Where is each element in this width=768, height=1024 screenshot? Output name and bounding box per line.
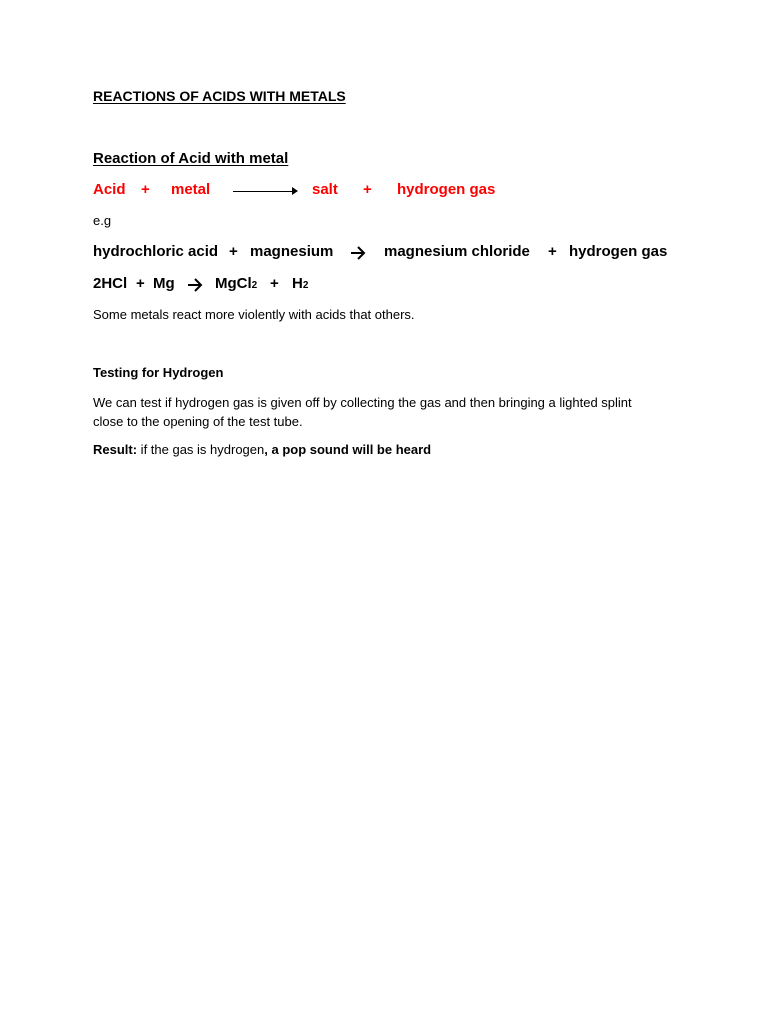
result-line (93, 442, 431, 457)
example-product-2: hydrogen gas (569, 243, 668, 260)
word-eq-gas: hydrogen gas (397, 181, 496, 198)
word-eq-plus: + (363, 181, 372, 198)
symbol-product-1-base: MgCl (215, 275, 252, 292)
example-reactant-1: hydrochloric acid (93, 243, 219, 260)
reaction-arrow-line (233, 191, 293, 192)
note-text: Some metals react more violently with acids that others. (93, 307, 415, 322)
example-plus: + (229, 243, 238, 260)
reaction-arrow-head (292, 187, 298, 195)
example-reactant-2: magnesium (250, 243, 334, 260)
result-text: if the gas is hydrogen (137, 442, 265, 457)
testing-paragraph: We can test if hydrogen gas is given off by collecting the gas and then bringing a lighted splint close to the opening of the test tube. (93, 395, 632, 429)
symbol-product-2-base: H (292, 275, 303, 292)
section-heading: Reaction of Acid with metal (93, 150, 289, 167)
symbol-plus: + (270, 275, 279, 292)
word-eq-salt: salt (312, 181, 338, 198)
example-plus: + (548, 243, 557, 260)
symbol-product-1 (215, 275, 257, 292)
eg-label: e.g (93, 213, 112, 228)
symbol-product-2-subscript: 2 (302, 280, 309, 291)
arrow-right-icon (350, 245, 366, 261)
example-product-1: magnesium chloride (384, 243, 530, 260)
symbol-plus: + (136, 275, 145, 292)
symbol-product-2 (292, 275, 308, 292)
result-bold-text: , a pop sound will be heard (264, 442, 432, 457)
arrow-right-icon (187, 277, 203, 293)
word-eq-metal: metal (171, 181, 211, 198)
symbol-reactant-2: Mg (153, 275, 175, 292)
symbol-product-1-subscript: 2 (251, 280, 258, 291)
word-eq-acid: Acid (93, 181, 126, 198)
testing-heading: Testing for Hydrogen (93, 365, 224, 380)
word-eq-plus: + (141, 181, 150, 198)
symbol-reactant-1: 2HCl (93, 275, 128, 292)
page-title: REACTIONS OF ACIDS WITH METALS (93, 88, 346, 104)
result-label: Result: (93, 442, 138, 457)
